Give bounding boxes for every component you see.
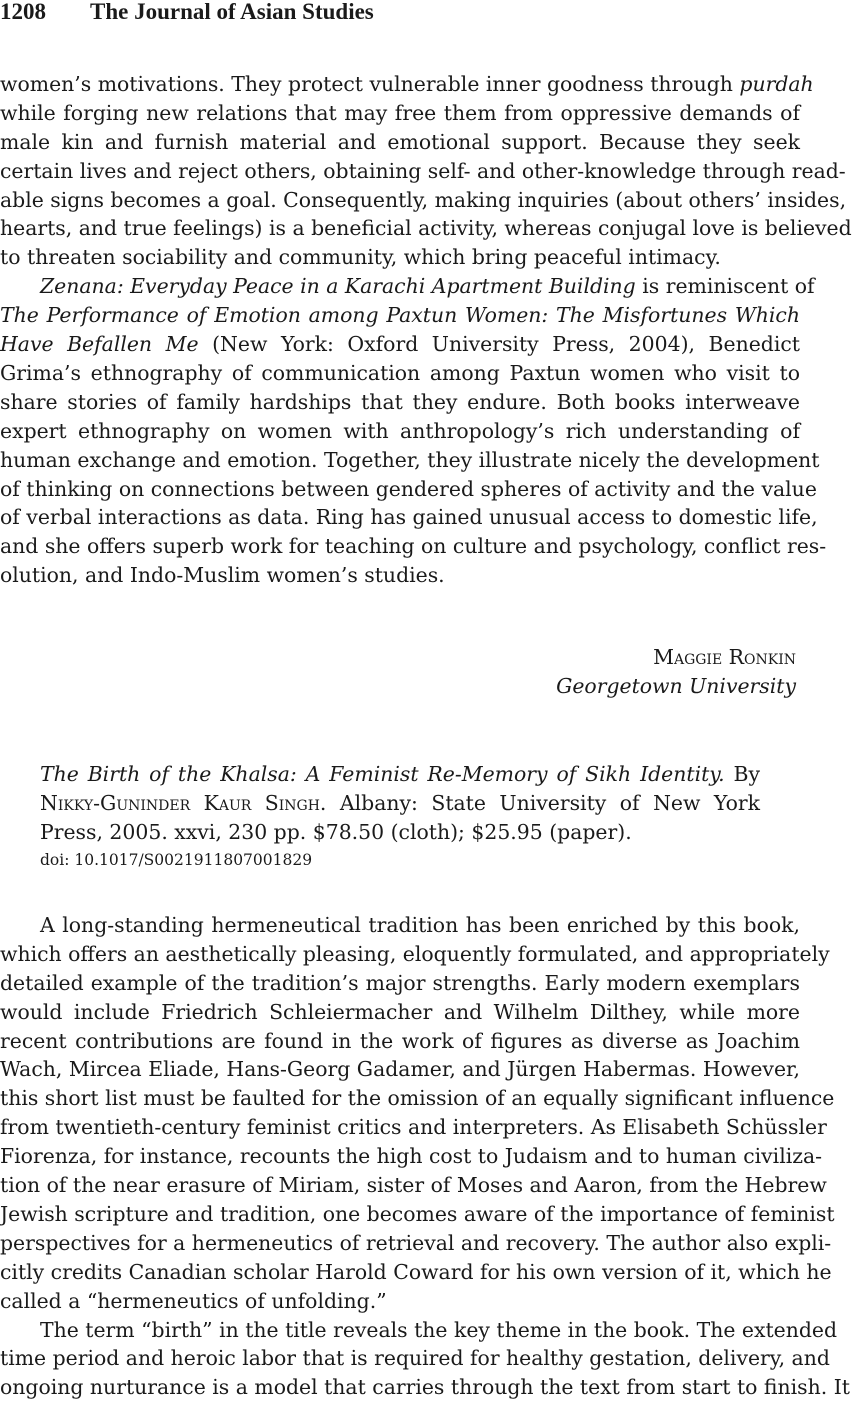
text-line: A long-standing hermeneutical tradition has been enriched by this book, xyxy=(40,913,800,937)
journal-title: The Journal of Asian Studies xyxy=(90,0,374,24)
text-line: from twentieth-century feminist critics and interpreters. As Elisabeth Schüssler xyxy=(0,1115,827,1140)
text-line: would include Friedrich Schleiermacher and Wilhelm Dilthey, while more xyxy=(0,999,800,1024)
text-line: called a “hermeneutics of unfolding.” xyxy=(0,1288,387,1313)
text-line: Grima’s ethnography of communication among Paxtun women who visit to xyxy=(0,360,800,385)
page-number: 1208 xyxy=(0,0,46,24)
text-line: of thinking on connections between gendered spheres of activity and the value xyxy=(0,476,817,501)
citation-line: Nikky-Guninder Kaur Singh. Albany: State University of New York xyxy=(40,790,760,815)
text-line: this short list must be faulted for the omission of an equally significant influence xyxy=(0,1086,835,1111)
book-citation xyxy=(40,760,760,847)
text-line: Wach, Mircea Eliade, Hans-Georg Gadamer, and Jürgen Habermas. However, xyxy=(0,1057,800,1082)
text-line: recent contributions are found in the work of figures as diverse as Joachim xyxy=(0,1028,800,1053)
text-line: Zenana: Everyday Peace in a Karachi Apartment Building is reminiscent of xyxy=(40,274,815,299)
text-line: Jewish scripture and tradition, one becomes aware of the importance of feminist xyxy=(0,1201,835,1226)
text-line: of verbal interactions as data. Ring has gained unusual access to domestic life, xyxy=(0,505,818,530)
text-line: The Performance of Emotion among Paxtun Women: The Misfortunes Which xyxy=(0,303,800,328)
text-line: Fiorenza, for instance, recounts the high cost to Judaism and to human civiliza- xyxy=(0,1144,823,1169)
review2-paragraph1 xyxy=(0,911,835,1315)
review1-paragraph1 xyxy=(0,70,852,272)
text-line: and she offers superb work for teaching on culture and psychology, conflict res- xyxy=(0,534,827,559)
book-title: The Birth of the Khalsa: A Feminist Re-Memory of Sikh Identity. xyxy=(40,762,725,786)
reviewer-affiliation: Georgetown University xyxy=(556,674,796,698)
text-line: certain lives and reject others, obtaining self- and other-knowledge through read- xyxy=(0,158,846,183)
text-line: share stories of family hardships that they endure. Both books interweave xyxy=(0,389,800,414)
text-line: olution, and Indo-Muslim women’s studies. xyxy=(0,563,445,588)
text-line: expert ethnography on women with anthropology’s rich understanding of xyxy=(0,418,800,443)
text-line: tion of the near erasure of Miriam, sister of Moses and Aaron, from the Hebrew xyxy=(0,1173,827,1198)
reviewer-name: Maggie Ronkin xyxy=(653,645,796,669)
text-line: able signs becomes a goal. Consequently, making inquiries (about others’ insides, xyxy=(0,187,847,212)
doi: doi: 10.1017/S0021911807001829 xyxy=(40,851,313,869)
text-line: Have Befallen Me (New York: Oxford University Press, 2004), Benedict xyxy=(0,332,800,357)
review1-paragraph2 xyxy=(0,272,827,590)
text-line: women’s motivations. They protect vulnerable inner goodness through purdah xyxy=(0,72,814,96)
citation-line: The Birth of the Khalsa: A Feminist Re-Memory of Sikh Identity. By xyxy=(40,762,760,786)
text-line: hearts, and true feelings) is a beneficial activity, whereas conjugal love is believed xyxy=(0,216,852,241)
text-line: time period and heroic labor that is required for healthy gestation, delivery, and xyxy=(0,1346,830,1371)
text-line: ongoing nurturance is a model that carries through the text from start to finish. It xyxy=(0,1375,850,1400)
text-line: perspectives for a hermeneutics of retrieval and recovery. The author also expli- xyxy=(0,1230,832,1255)
text-line: male kin and furnish material and emotional support. Because they seek xyxy=(0,129,800,154)
running-header xyxy=(0,0,800,30)
citation-line: Press, 2005. xxvi, 230 pp. $78.50 (cloth); $25.95 (paper). xyxy=(40,819,632,844)
text-line: citly credits Canadian scholar Harold Coward for his own version of it, which he xyxy=(0,1259,832,1284)
book-author: Nikky-Guninder Kaur Singh. xyxy=(40,790,327,815)
text-line: human exchange and emotion. Together, they illustrate nicely the development xyxy=(0,447,820,472)
text-line: detailed example of the tradition’s major strengths. Early modern exemplars xyxy=(0,970,800,995)
text-line: to threaten sociability and community, which bring peaceful intimacy. xyxy=(0,245,721,270)
text-line: which offers an aesthetically pleasing, eloquently formulated, and appropriately xyxy=(0,941,830,966)
text-line: The term “birth” in the title reveals the key theme in the book. The extended xyxy=(40,1317,838,1342)
review2-paragraph2 xyxy=(0,1316,850,1402)
text-line: while forging new relations that may free them from oppressive demands of xyxy=(0,100,800,125)
